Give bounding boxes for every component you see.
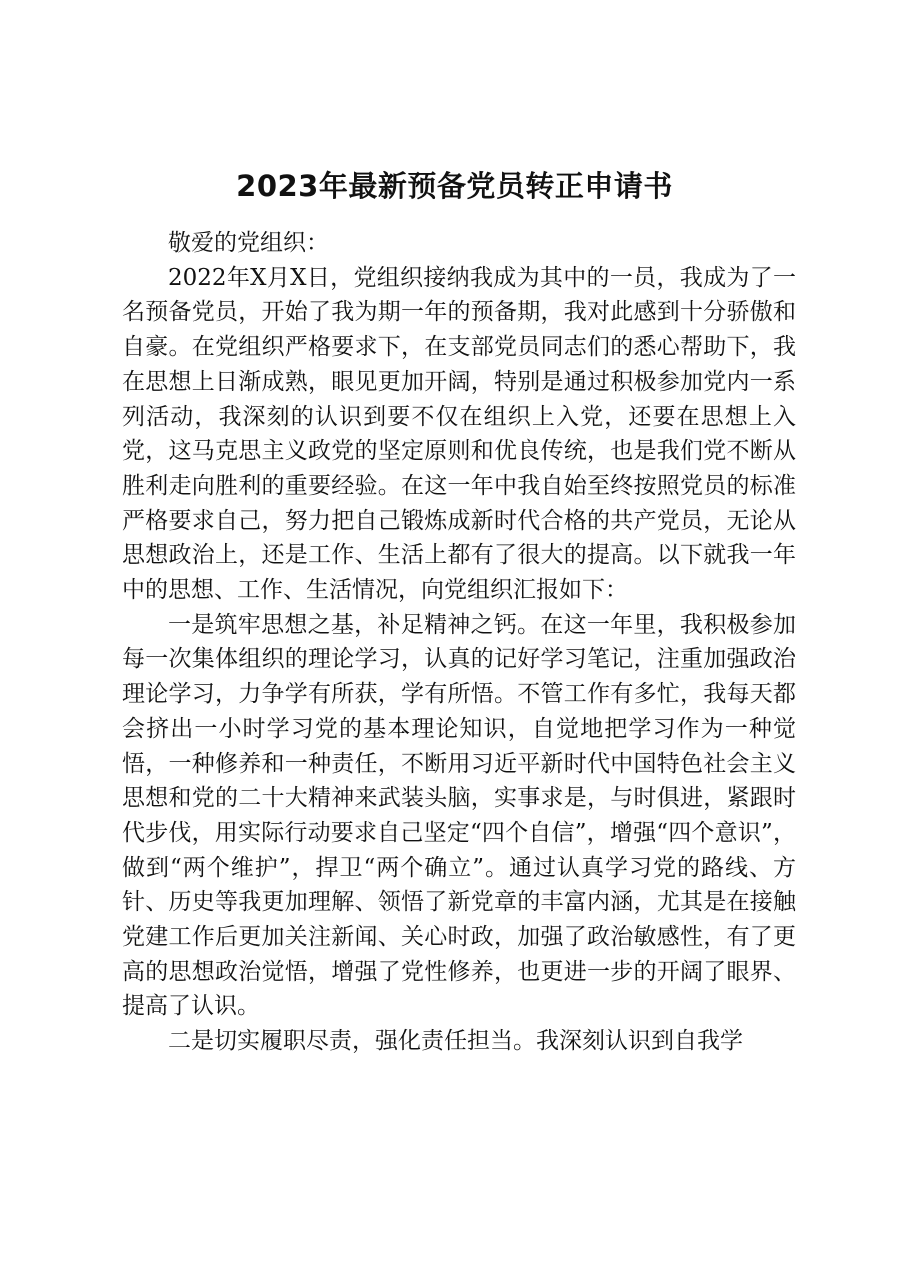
document-title: 2023年最新预备党员转正申请书 (236, 169, 673, 203)
paragraph-duty: 二是切实履职尽责，强化责任担当。我深刻认识到自我学 (168, 1028, 743, 1055)
salutation: 敬爱的党组织： (168, 230, 329, 256)
paragraph-ideology: 一是筑牢思想之基，补足精神之钙。在这一年里，我积极参加每一次集体组织的理论学习，认真的记好学习笔记，注重加强政治理论学习，力争学有所获，学有所悟。不管工作有多忙，我每天都会挤出一小时学习党的基本理论知识，自觉地把学习作为一种觉悟，一种修养和一种责任，不断用习近平新时代中国特色社会主义思想和党的二十大精神来武装头脑，实事求是，与时俱进，紧跟时代步伐，用实际行动要求自己坚定“四个自信”，增强“四个意识”，做到“两个维护”，捍卫“两个确立”。通过认真学习党的路线、方针、历史等我更加理解、领悟了新党章的丰富内涵，尤其是在接触党建工作后更加关注新闻、关心时政，加强了政治敏感性，有了更高的思想政治觉悟，增强了党性修养，也更进一步的开阔了眼界、提高了认识。 (122, 611, 796, 1020)
document-body (122, 226, 796, 1059)
paragraph-intro: 2022年X月X日，党组织接纳我成为其中的一员，我成为了一名预备党员，开始了我为期一年的预备期，我对此感到十分骄傲和自豪。在党组织严格要求下，在支部党员同志们的悉心帮助下，我在思想上日渐成熟，眼见更加开阔，特别是通过积极参加党内一系列活动，我深刻的认识到要不仅在组织上入党，还要在思想上入党，这马克思主义政党的坚定原则和优良传统，也是我们党不断从胜利走向胜利的重要经验。在这一年中我自始至终按照党员的标准严格要求自己，努力把自己锻炼成新时代合格的共产党员，无论从思想政治上，还是工作、生活上都有了很大的提高。以下就我一年中的思想、工作、生活情况，向党组织汇报如下： (122, 264, 796, 604)
